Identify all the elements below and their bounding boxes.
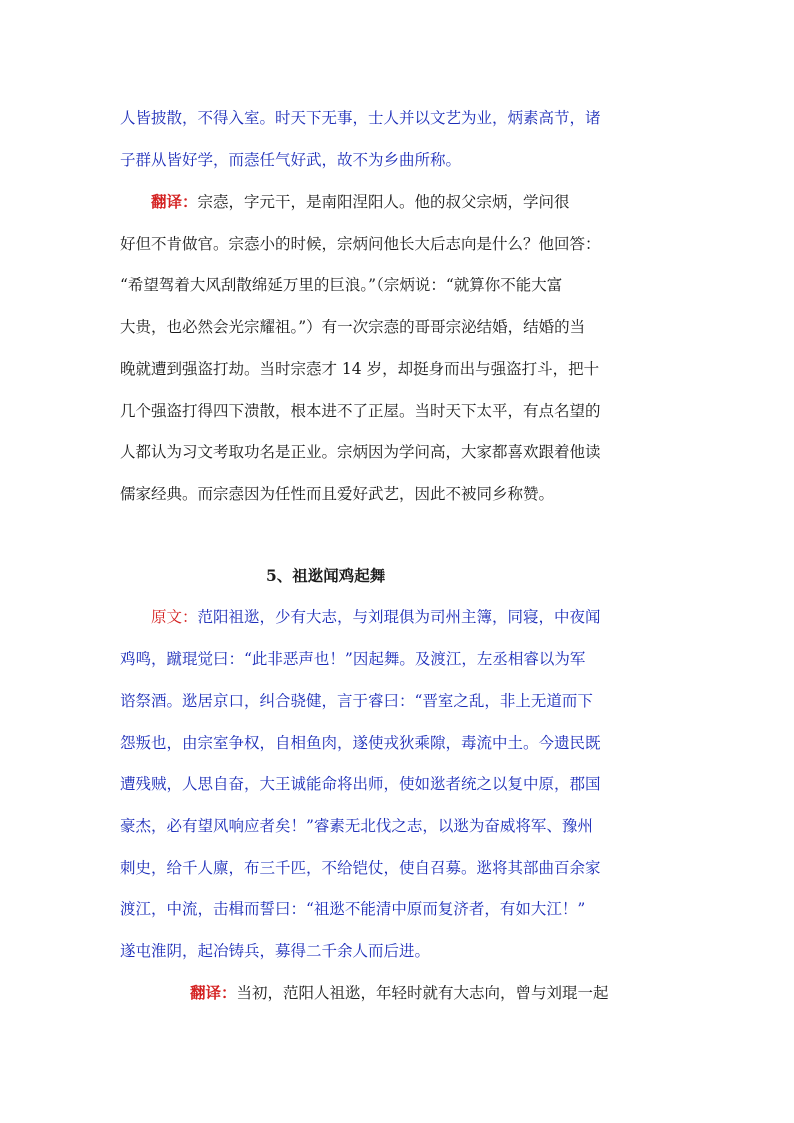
trans1-label: 翻译： bbox=[151, 192, 198, 211]
original5-first-text: 范阳祖逖，少有大志，与刘琨俱为司州主簿，同寝，中夜闻 bbox=[197, 608, 601, 626]
original5-line-6: 豪杰，必有望风响应者矣！”睿素无北伐之志，以逖为奋威将军、豫州 bbox=[120, 817, 593, 835]
original5-label: 原文： bbox=[151, 608, 198, 626]
original5-line-9: 遂屯淮阴，起冶铸兵，募得二千余人而后进。 bbox=[120, 942, 431, 960]
trans5-first-text: 当初，范阳人祖逖，年轻时就有大志向，曾与刘琨一起 bbox=[236, 984, 609, 1002]
trans5-first-line bbox=[190, 980, 680, 1006]
original5-line-5: 遭残贼，人思自奋，大王诚能命将出师，使如逖者统之以复中原，郡国 bbox=[120, 775, 601, 793]
original5-line-7: 刺史，给千人廪，布三千匹，不给铠仗，使自召募。逖将其部曲百余家 bbox=[120, 859, 601, 877]
trans1-first-line bbox=[151, 189, 680, 215]
original5-line-3: 谘祭酒。逖居京口，纠合骁健，言于睿曰：“晋室之乱，非上无道而下 bbox=[120, 692, 593, 710]
para1-line-1: 人皆披散，不得入室。时天下无事，士人并以文艺为业，炳素高节，诸 bbox=[120, 109, 601, 127]
para1-line-2: 子群从皆好学，而悫任气好武，故不为乡曲所称。 bbox=[120, 151, 462, 169]
trans1-line-3: “希望驾着大风刮散绵延万里的巨浪。”（宗炳说：“就算你不能大富 bbox=[120, 276, 563, 294]
trans1-first-text: 宗悫，字元干，是南阳涅阳人。他的叔父宗炳，学问很 bbox=[197, 193, 570, 211]
trans1-line-5: 晚就遭到强盗打劫。当时宗悫才 14 岁，却挺身而出与强盗打斗，把十 bbox=[120, 360, 600, 378]
trans1-line-6: 几个强盗打得四下溃散，根本进不了正屋。当时天下太平，有点名望的 bbox=[120, 402, 601, 420]
original5-line-4: 怨叛也，由宗室争权，自相鱼肉，遂使戎狄乘隙，毒流中土。今遗民既 bbox=[120, 734, 601, 752]
trans1-line-2: 好但不肯做官。宗悫小的时候，宗炳问他长大后志向是什么？他回答： bbox=[120, 235, 601, 253]
original5-line-8: 渡江，中流，击楫而誓曰：“祖逖不能清中原而复济者，有如大江！” bbox=[120, 900, 586, 918]
original5-line-2: 鸡鸣，蹴琨觉曰：“此非恶声也！”因起舞。及渡江，左丞相睿以为军 bbox=[120, 650, 586, 668]
trans1-line-8: 儒家经典。而宗悫因为任性而且爱好武艺，因此不被同乡称赞。 bbox=[120, 485, 555, 503]
trans5-label: 翻译： bbox=[190, 983, 237, 1002]
trans1-line-4: 大贵，也必然会光宗耀祖。”）有一次宗悫的哥哥宗泌结婚，结婚的当 bbox=[120, 318, 586, 336]
trans1-line-7: 人都认为习文考取功名是正业。宗炳因为学问高，大家都喜欢跟着他读 bbox=[120, 443, 601, 461]
original5-first-line bbox=[151, 604, 680, 630]
section-5-title: 5、祖逖闻鸡起舞 bbox=[266, 566, 386, 585]
